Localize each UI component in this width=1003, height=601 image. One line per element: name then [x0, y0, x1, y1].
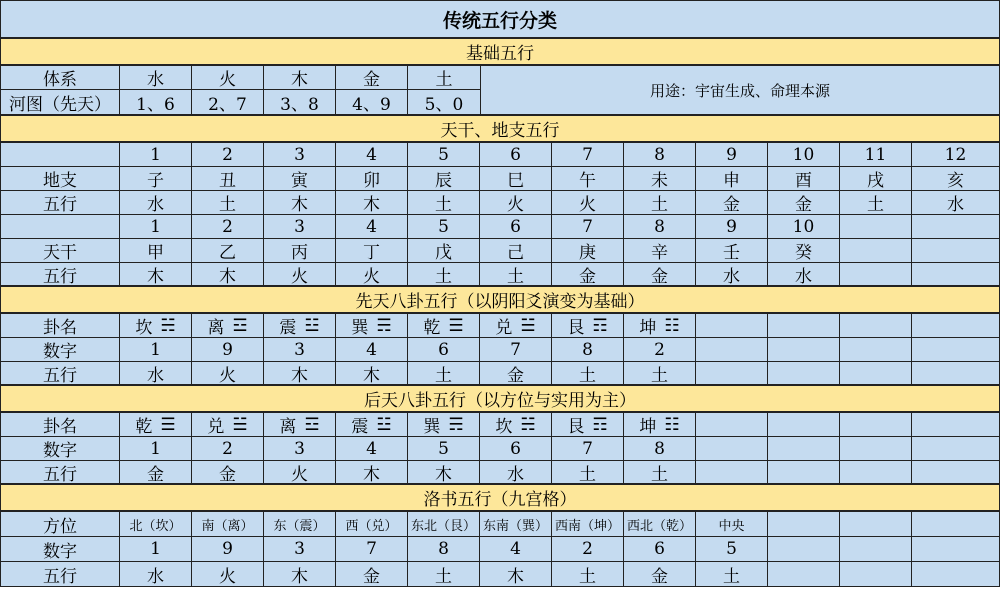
gua-cell — [408, 314, 480, 337]
cell: 五行 — [0, 263, 120, 285]
cell — [840, 263, 912, 285]
cell: 1、6 — [120, 90, 192, 114]
cell — [768, 338, 840, 361]
basic-grid — [0, 66, 481, 114]
cell: 巳 — [480, 167, 552, 190]
cell: 11 — [840, 143, 912, 166]
trigram-kan-icon: ☵ — [520, 414, 536, 435]
cell: 6 — [408, 338, 480, 361]
cell: 土 — [408, 191, 480, 214]
cell: 西（兑） — [336, 512, 408, 536]
trigram-kan-icon: ☵ — [160, 315, 176, 336]
cell — [696, 338, 768, 361]
trigram-gen-icon: ☶ — [592, 414, 608, 435]
cell: 土 — [408, 562, 480, 586]
houtian-gua-row — [0, 413, 1000, 437]
gua-cell — [552, 413, 624, 436]
cell: 木 — [264, 191, 336, 214]
cell: 7 — [552, 437, 624, 460]
cell: 卯 — [336, 167, 408, 190]
cell: 5 — [696, 537, 768, 561]
gua-name: 艮 — [567, 417, 585, 436]
section-basic-heading: 基础五行 — [0, 39, 1000, 66]
cell — [912, 263, 1000, 285]
cell: 土 — [696, 562, 768, 586]
cell: 8 — [624, 143, 696, 166]
cell: 12 — [912, 143, 1000, 166]
cell — [840, 537, 912, 561]
cell: 火 — [552, 191, 624, 214]
cell: 五行 — [0, 461, 120, 483]
cell: 3 — [264, 537, 336, 561]
gua-cell — [480, 314, 552, 337]
xiantian-gua-row — [0, 314, 1000, 338]
cell: 9 — [696, 143, 768, 166]
trigram-zhen-icon: ☳ — [304, 315, 320, 336]
cell — [912, 215, 1000, 238]
cell: 4 — [336, 437, 408, 460]
section-xiantian-heading: 先天八卦五行（以阴阳爻演变为基础） — [0, 287, 1000, 314]
cell: 土 — [408, 66, 481, 89]
gua-name: 震 — [351, 417, 369, 436]
cell: 东北（艮） — [408, 512, 480, 536]
cell — [840, 461, 912, 483]
cell: 3、8 — [264, 90, 336, 114]
cell: 木 — [336, 461, 408, 483]
basic-usage: 用途：宇宙生成、命理本源 — [481, 66, 1000, 114]
cell: 丑 — [192, 167, 264, 190]
cell: 4、9 — [336, 90, 408, 114]
cell: 4 — [336, 143, 408, 166]
cell: 水 — [912, 191, 1000, 214]
cell: 己 — [480, 239, 552, 262]
cell: 6 — [624, 537, 696, 561]
cell: 未 — [624, 167, 696, 190]
cell: 土 — [840, 191, 912, 214]
cell: 2 — [552, 537, 624, 561]
cell — [912, 461, 1000, 483]
cell: 土 — [192, 191, 264, 214]
cell: 水 — [120, 191, 192, 214]
cell: 体系 — [0, 66, 120, 89]
cell: 2 — [192, 215, 264, 238]
cell: 金 — [336, 562, 408, 586]
cell: 土 — [552, 562, 624, 586]
gua-cell — [264, 314, 336, 337]
cell: 金 — [552, 263, 624, 285]
cell: 土 — [624, 362, 696, 384]
cell: 2 — [624, 338, 696, 361]
gua-name: 离 — [207, 318, 225, 337]
cell: 河图（先天） — [0, 90, 120, 114]
cell: 4 — [480, 537, 552, 561]
gan-wuxing-row — [0, 263, 1000, 287]
cell: 水 — [696, 263, 768, 285]
cell — [912, 437, 1000, 460]
cell: 6 — [480, 437, 552, 460]
cell: 五行 — [0, 562, 120, 586]
gua-cell — [264, 413, 336, 436]
trigram-xun-icon: ☴ — [448, 414, 464, 435]
cell: 1 — [120, 437, 192, 460]
cell: 木 — [264, 562, 336, 586]
cell — [912, 362, 1000, 384]
cell: 卦名 — [0, 413, 120, 436]
cell: 水 — [480, 461, 552, 483]
cell: 西南（坤） — [552, 512, 624, 536]
cell: 东南（巽） — [480, 512, 552, 536]
cell: 土 — [552, 362, 624, 384]
cell: 3 — [264, 437, 336, 460]
gua-name: 兑 — [207, 417, 225, 436]
cell — [840, 362, 912, 384]
cell — [696, 461, 768, 483]
gua-cell — [192, 314, 264, 337]
cell — [840, 512, 912, 536]
cell: 辛 — [624, 239, 696, 262]
cell: 木 — [264, 66, 336, 89]
gua-name: 艮 — [567, 318, 585, 337]
cell: 水 — [120, 362, 192, 384]
cell: 5 — [408, 215, 480, 238]
cell: 5、0 — [408, 90, 481, 114]
cell: 数字 — [0, 338, 120, 361]
cell: 丁 — [336, 239, 408, 262]
cell: 癸 — [768, 239, 840, 262]
cell — [0, 215, 120, 238]
cell: 火 — [336, 263, 408, 285]
cell — [696, 437, 768, 460]
cell: 9 — [192, 338, 264, 361]
cell: 8 — [552, 338, 624, 361]
gua-cell — [624, 314, 696, 337]
cell: 金 — [192, 461, 264, 483]
basic-table — [0, 66, 1000, 116]
gua-name: 坎 — [135, 318, 153, 337]
gua-cell — [192, 413, 264, 436]
cell: 3 — [264, 338, 336, 361]
gua-name: 离 — [279, 417, 297, 436]
cell — [768, 562, 840, 586]
gua-name: 乾 — [135, 417, 153, 436]
cell — [912, 314, 1000, 337]
cell: 6 — [480, 143, 552, 166]
cell: 3 — [264, 143, 336, 166]
cell: 数字 — [0, 537, 120, 561]
cell: 木 — [408, 461, 480, 483]
section-houtian-heading: 后天八卦五行（以方位与实用为主） — [0, 386, 1000, 413]
gua-name: 巽 — [351, 318, 369, 337]
cell: 午 — [552, 167, 624, 190]
cell: 土 — [480, 263, 552, 285]
cell: 木 — [192, 263, 264, 285]
trigram-qian-icon: ☰ — [160, 414, 176, 435]
cell: 申 — [696, 167, 768, 190]
cell: 金 — [480, 362, 552, 384]
cell: 9 — [192, 537, 264, 561]
cell: 土 — [624, 191, 696, 214]
cell: 7 — [552, 215, 624, 238]
cell: 火 — [192, 562, 264, 586]
cell: 丙 — [264, 239, 336, 262]
cell — [840, 314, 912, 337]
cell — [912, 239, 1000, 262]
cell: 卦名 — [0, 314, 120, 337]
cell: 4 — [336, 338, 408, 361]
cell: 1 — [120, 143, 192, 166]
cell — [768, 362, 840, 384]
gua-cell — [408, 413, 480, 436]
cell: 木 — [336, 362, 408, 384]
cell: 4 — [336, 215, 408, 238]
trigram-li-icon: ☲ — [232, 315, 248, 336]
cell — [696, 314, 768, 337]
cell — [840, 215, 912, 238]
cell — [840, 239, 912, 262]
cell: 7 — [480, 338, 552, 361]
luoshu-direction-row — [0, 512, 1000, 537]
gua-cell — [336, 413, 408, 436]
cell: 乙 — [192, 239, 264, 262]
zhi-wuxing-row — [0, 191, 1000, 215]
cell: 10 — [768, 215, 840, 238]
gua-name: 坤 — [639, 318, 657, 337]
gua-cell — [624, 413, 696, 436]
zhi-number-row — [0, 143, 1000, 167]
cell: 7 — [336, 537, 408, 561]
cell: 火 — [192, 362, 264, 384]
cell — [840, 413, 912, 436]
cell: 辰 — [408, 167, 480, 190]
houtian-number-row — [0, 437, 1000, 461]
cell: 木 — [336, 191, 408, 214]
cell: 戊 — [408, 239, 480, 262]
cell: 中央 — [696, 512, 768, 536]
cell: 子 — [120, 167, 192, 190]
cell: 6 — [480, 215, 552, 238]
cell: 土 — [624, 461, 696, 483]
cell: 西北（乾） — [624, 512, 696, 536]
cell: 火 — [192, 66, 264, 89]
gan-number-row — [0, 215, 1000, 239]
cell: 酉 — [768, 167, 840, 190]
cell: 天干 — [0, 239, 120, 262]
cell — [912, 338, 1000, 361]
cell: 戌 — [840, 167, 912, 190]
cell: 水 — [768, 263, 840, 285]
cell — [0, 143, 120, 166]
gua-name: 乾 — [423, 318, 441, 337]
gua-cell — [336, 314, 408, 337]
cell: 寅 — [264, 167, 336, 190]
cell: 北（坎） — [120, 512, 192, 536]
cell: 数字 — [0, 437, 120, 460]
gua-cell — [120, 314, 192, 337]
cell — [912, 537, 1000, 561]
cell: 9 — [696, 215, 768, 238]
cell — [768, 437, 840, 460]
cell: 庚 — [552, 239, 624, 262]
trigram-gen-icon: ☶ — [592, 315, 608, 336]
cell: 10 — [768, 143, 840, 166]
cell — [768, 461, 840, 483]
cell: 1 — [120, 537, 192, 561]
cell: 1 — [120, 338, 192, 361]
gua-name: 震 — [279, 318, 297, 337]
cell: 1 — [120, 215, 192, 238]
xiantian-wuxing-row — [0, 362, 1000, 386]
cell: 水 — [120, 562, 192, 586]
cell: 木 — [264, 362, 336, 384]
cell: 五行 — [0, 191, 120, 214]
cell — [912, 562, 1000, 586]
sheet-title: 传统五行分类 — [0, 0, 1000, 39]
cell: 3 — [264, 215, 336, 238]
cell: 火 — [480, 191, 552, 214]
cell — [768, 314, 840, 337]
trigram-zhen-icon: ☳ — [376, 414, 392, 435]
cell — [840, 338, 912, 361]
cell — [840, 562, 912, 586]
cell: 火 — [264, 461, 336, 483]
cell — [912, 512, 1000, 536]
gua-cell — [480, 413, 552, 436]
section-ganzhi-heading: 天干、地支五行 — [0, 116, 1000, 143]
gua-name: 坎 — [495, 417, 513, 436]
gua-name: 兑 — [495, 318, 513, 337]
cell: 甲 — [120, 239, 192, 262]
trigram-li-icon: ☲ — [304, 414, 320, 435]
cell: 木 — [120, 263, 192, 285]
cell: 2 — [192, 437, 264, 460]
trigram-xun-icon: ☴ — [376, 315, 392, 336]
cell: 2 — [192, 143, 264, 166]
gan-row — [0, 239, 1000, 263]
cell: 7 — [552, 143, 624, 166]
cell: 壬 — [696, 239, 768, 262]
cell: 金 — [624, 263, 696, 285]
cell — [696, 362, 768, 384]
cell: 金 — [624, 562, 696, 586]
houtian-wuxing-row — [0, 461, 1000, 485]
cell: 8 — [408, 537, 480, 561]
cell: 金 — [696, 191, 768, 214]
cell: 5 — [408, 143, 480, 166]
cell: 方位 — [0, 512, 120, 536]
luoshu-number-row — [0, 537, 1000, 562]
gua-name: 坤 — [639, 417, 657, 436]
trigram-qian-icon: ☰ — [448, 315, 464, 336]
cell: 金 — [768, 191, 840, 214]
cell — [768, 512, 840, 536]
cell: 亥 — [912, 167, 1000, 190]
cell: 8 — [624, 215, 696, 238]
cell: 土 — [552, 461, 624, 483]
section-luoshu-heading: 洛书五行（九宫格） — [0, 485, 1000, 512]
gua-cell — [552, 314, 624, 337]
cell: 金 — [120, 461, 192, 483]
cell — [840, 437, 912, 460]
cell: 东（震） — [264, 512, 336, 536]
trigram-kun-icon: ☷ — [664, 315, 680, 336]
cell — [696, 413, 768, 436]
cell: 水 — [120, 66, 192, 89]
gua-cell — [120, 413, 192, 436]
cell — [768, 413, 840, 436]
zhi-row — [0, 167, 1000, 191]
cell: 土 — [408, 263, 480, 285]
cell: 木 — [480, 562, 552, 586]
cell — [768, 537, 840, 561]
trigram-kun-icon: ☷ — [664, 414, 680, 435]
cell — [912, 413, 1000, 436]
cell: 火 — [264, 263, 336, 285]
cell: 8 — [624, 437, 696, 460]
cell: 2、7 — [192, 90, 264, 114]
cell: 南（离） — [192, 512, 264, 536]
cell: 五行 — [0, 362, 120, 384]
cell: 地支 — [0, 167, 120, 190]
trigram-dui-icon: ☱ — [520, 315, 536, 336]
cell: 土 — [408, 362, 480, 384]
gua-name: 巽 — [423, 417, 441, 436]
luoshu-wuxing-row — [0, 562, 1000, 587]
cell: 5 — [408, 437, 480, 460]
cell: 金 — [336, 66, 408, 89]
trigram-dui-icon: ☱ — [232, 414, 248, 435]
xiantian-number-row — [0, 338, 1000, 362]
